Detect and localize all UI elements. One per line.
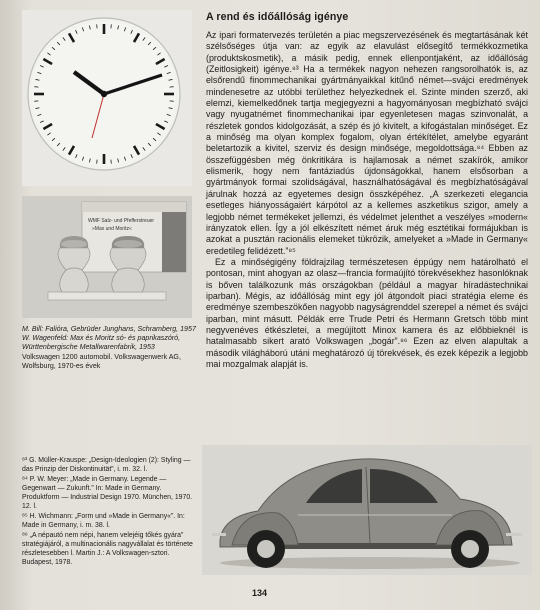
caption-car: Volkswagen 1200 automobil. Volkswagenwerk AG, Wolfsburg, 1970-es évek	[22, 352, 181, 370]
car-photo	[202, 445, 532, 575]
caption-clock: M. Bill: Falióra, Gebrüder Junghans, Schramberg, 1957	[22, 325, 196, 333]
footnote-85: ⁸⁵ H. Wichmann: „Form und »Made in Germany«”. In: Made in Germany, i. m. 38. l.	[22, 513, 185, 529]
figure-captions	[22, 325, 198, 371]
caption-shakers: W. Wagenfeld: Max és Moritz só- és paprikaszóró, Württenbergische Metallwarenfabrik, 1953	[22, 334, 181, 352]
kit-label-line-2: »Max und Moritz«	[92, 226, 132, 232]
salt-pepper-shakers-icon	[22, 196, 192, 318]
body-text	[206, 30, 528, 370]
footnote-83: ⁸³ G. Müller-Krauspe: „Design-Ideologien (2): Styling — das Prinzip der Diskontinuität”, i. m. 32. l.	[22, 457, 191, 473]
vw-beetle-icon	[202, 445, 532, 575]
kit-label-line-1: WMF Salz- und Pfefferstreuer	[88, 218, 155, 224]
wall-clock-icon	[22, 10, 192, 186]
paragraph-1: Az ipari formatervezés területén a piac megszervezésének és megtartásának két szélsőséges útja van: az egyik az elavulást elősegítő termékkozmetika (produktskosmetik), a másik pedig, ennek ellenpontjaként, az időállóság (Zeitlosigkeit) igénye.⁸³ Ha a termékek nagyon nehezen rangsorolhatók is, az elsőrendű finommechanikai gyártmányaikkal kitűnő német—svájci eredmények mindenesetre az utóbbi területhez helyezkednek el. Szinte minden szerző, aki elemzi, kiemelkedőnek tartja megjegyezni a hagyományosan megbízható svájci vagy nyugatnémet finommechanikai ipar egyenletesen magas szinvonalát, a részletek gondos kidolgozását, a szép és jó kivitelt, a kifogástalan minőséget. Ez a minőség ma olyan komplex fogalom, olyan értékítélet, amelybe egyaránt beletartozik a kivitel, szerviz és design minősége, megoldottsága.⁸⁴ Ebben az összefüggésben még önkritikára is hajlamosak a német szakírók, amikor elismerik, hogy nem fantáziadús újdonságokkal, hanem elsősorban a gyártmányok formai szolidságával, használhatóságával és megbízhatóságával járulnak hozzá az egyetemes design összképéhez. „A szerkezeti elegancia esetleges hiányosságaiért kárpótol az a kellemes aszketikus szigor, amely a legjobb német termékeket jellemzi, és védelmet jelenthet a veszélyes »modern« irányzatok ellen. Így a jól elkészített német áruk még esztétikai formájukban is azokat a pusztán racionális elemeket tükrözik, amelyeket a »Made in Germany« eredetileg felidézett.”⁸⁵	[206, 30, 528, 256]
footnotes	[22, 456, 198, 568]
footnote-84: ⁸⁴ P. W. Meyer: „Made in Germany. Legende — Gegenwart — Zukunft.” In: Made in Germany. Produktform — Industrial Design 1970. München, 1970. 12. l.	[22, 476, 193, 510]
footnote-86: ⁸⁶ „A népautó nem népi, hanem velejéig tőkés gyára” stratégiájáról, a multinacionális nagyvállalat és története részletesebben l. Martin J.: A Volkswagen-sztori. Budapest, 1978.	[22, 532, 193, 566]
clock-photo	[22, 10, 192, 186]
section-heading: A rend és időállóság igénye	[206, 11, 349, 23]
paragraph-2: Ez a minőségigény földrajzilag természetesen éppúgy nem határolható el pontosan, mint ahogyan az olasz—francia formaújító törekvésekhez hasonlóknak is bőven találkozunk más országokban (például a magyar híradástechnikai iparban). Mégis, az időállóság mint egy jól átgondolt piaci stratégia eleme és eredménye szembeszökően nagyobb nagyságrenddel szerepel a német és svájci iparban, mint másutt. Példák erre Trude Petri és Hermann Gretsch több mint negyvenéves étkészletei, a megújított Minox kamera és az előbbieknél is hatalmasabb sikert arató Volkswagen „bogár”.⁸⁶ Ezen az elven alapultak a második világháború utáni meghatározó új törekvések, és ezek képezik a legjobb mai mozgalmak alapját is.	[206, 256, 528, 369]
page-number: 134	[252, 588, 268, 598]
shakers-photo	[22, 196, 192, 318]
